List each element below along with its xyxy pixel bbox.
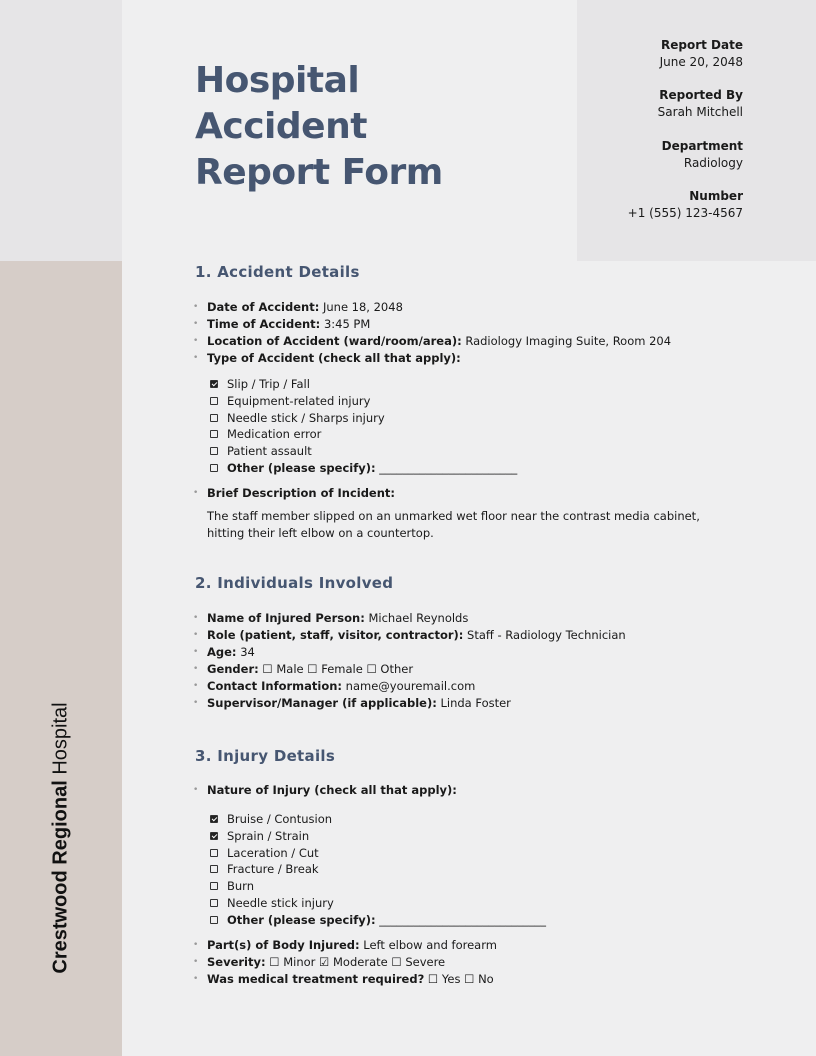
severity-options[interactable]: ☐ Minor ☑ Moderate ☐ Severe: [269, 955, 446, 969]
field-value: Radiology Imaging Suite, Room 204: [465, 334, 672, 348]
list-item: [193, 350, 671, 367]
option-label: Needle stick / Sharps injury: [227, 410, 385, 425]
accident-details-list: [193, 299, 671, 367]
checkbox-option[interactable]: [210, 811, 546, 828]
injury-nature-list: [193, 782, 457, 799]
list-item: [193, 485, 395, 502]
list-item: [193, 678, 626, 695]
meta-label: Number: [689, 189, 743, 203]
left-top-panel: [0, 0, 122, 261]
treatment-options[interactable]: ☐ Yes ☐ No: [427, 972, 494, 986]
checkbox-option[interactable]: [210, 828, 546, 845]
individuals-list: [193, 610, 626, 712]
field-value: Michael Reynolds: [368, 611, 469, 625]
checkbox-empty-icon[interactable]: [210, 899, 218, 907]
field-label: Location of Accident (ward/room/area):: [207, 334, 462, 348]
checkbox-checked-icon[interactable]: [210, 380, 218, 388]
gender-options[interactable]: ☐ Male ☐ Female ☐ Other: [262, 662, 414, 676]
field-label: Date of Accident:: [207, 300, 320, 314]
field-label: Nature of Injury (check all that apply):: [207, 783, 457, 797]
meta-value: June 20, 2048: [659, 55, 743, 69]
option-label: Slip / Trip / Fall: [227, 377, 310, 391]
field-value: Linda Foster: [440, 696, 511, 710]
checkbox-option[interactable]: [210, 443, 517, 460]
meta-label: Reported By: [659, 88, 743, 102]
field-label: Type of Accident (check all that apply):: [207, 351, 461, 365]
brand-light: Hospital: [49, 702, 72, 775]
field-label: Part(s) of Body Injured:: [207, 938, 360, 952]
option-label: Patient assault: [227, 444, 312, 459]
field-label: Role (patient, staff, visitor, contractor):: [207, 628, 464, 642]
checkbox-empty-icon[interactable]: [210, 447, 218, 455]
list-item: [193, 954, 497, 971]
field-label: Severity:: [207, 955, 266, 969]
meta-number: [628, 188, 743, 222]
checkbox-option[interactable]: [210, 861, 546, 878]
meta-value: Sarah Mitchell: [657, 105, 743, 119]
option-label: Bruise / Contusion: [227, 812, 333, 826]
option-label: Fracture / Break: [227, 862, 319, 877]
meta-label: Department: [661, 139, 743, 153]
other-specify-line[interactable]: _____________________________: [379, 912, 546, 927]
meta-value: Radiology: [683, 156, 743, 170]
checkbox-empty-icon[interactable]: [210, 464, 218, 472]
field-label: Contact Information:: [207, 679, 343, 693]
meta-reported-by: [658, 87, 743, 121]
field-value: 3:45 PM: [323, 317, 371, 331]
field-value: Staff - Radiology Technician: [467, 628, 626, 642]
page-title: [195, 58, 443, 196]
list-item: [193, 971, 497, 988]
field-label: Time of Accident:: [207, 317, 321, 331]
checkbox-checked-icon[interactable]: [210, 832, 218, 840]
option-label: Needle stick injury: [227, 895, 334, 910]
injury-type-checklist: [210, 811, 546, 929]
field-label: Supervisor/Manager (if applicable):: [207, 696, 437, 710]
accident-type-checklist: [210, 376, 517, 477]
hospital-brand: [50, 702, 73, 973]
checkbox-option[interactable]: [210, 410, 517, 427]
list-item: [193, 644, 626, 661]
list-item: [193, 299, 671, 316]
option-label: Equipment-related injury: [227, 393, 371, 408]
description-list: [193, 485, 395, 502]
section-heading-accident-details: 1. Accident Details: [195, 263, 360, 281]
checkbox-empty-icon[interactable]: [210, 865, 218, 873]
list-item: [193, 610, 626, 627]
meta-report-date: [660, 37, 743, 71]
option-label: Other (please specify):: [227, 460, 376, 475]
title-line: Accident: [195, 106, 367, 147]
checkbox-empty-icon[interactable]: [210, 430, 218, 438]
checkbox-empty-icon[interactable]: [210, 882, 218, 890]
incident-description: The staff member slipped on an unmarked wet floor near the contrast media cabinet, hitting their left elbow on a countertop.: [207, 509, 700, 540]
field-value: 34: [240, 645, 255, 659]
list-item: [193, 782, 457, 799]
field-label: Brief Description of Incident:: [207, 486, 396, 500]
list-item: [193, 661, 626, 678]
list-item: [193, 333, 671, 350]
checkbox-option[interactable]: [210, 845, 546, 862]
list-item: [193, 627, 626, 644]
checkbox-empty-icon[interactable]: [210, 414, 218, 422]
other-specify-line[interactable]: ________________________: [379, 460, 518, 475]
list-item: [193, 695, 626, 712]
meta-department: [662, 138, 743, 172]
checkbox-option[interactable]: [210, 393, 517, 410]
field-label: Gender:: [207, 662, 259, 676]
field-label: Was medical treatment required?: [207, 972, 425, 986]
meta-value: +1 (555) 123-4567: [627, 206, 743, 220]
checkbox-empty-icon[interactable]: [210, 397, 218, 405]
option-label: Medication error: [227, 427, 322, 442]
option-label: Burn: [227, 879, 254, 894]
checkbox-option[interactable]: [210, 426, 517, 443]
checkbox-empty-icon[interactable]: [210, 849, 218, 857]
checkbox-option[interactable]: [210, 376, 517, 393]
injury-fields-list: [193, 937, 497, 988]
list-item: [193, 316, 671, 333]
meta-label: Report Date: [661, 38, 743, 52]
list-item: [193, 937, 497, 954]
option-label: Other (please specify):: [227, 912, 376, 927]
field-label: Age:: [207, 645, 237, 659]
option-label: Sprain / Strain: [227, 828, 310, 843]
field-value: June 18, 2048: [322, 300, 403, 314]
option-label: Laceration / Cut: [227, 845, 319, 860]
report-meta-box: [577, 0, 816, 261]
section-heading-individuals: 2. Individuals Involved: [195, 574, 394, 592]
checkbox-empty-icon[interactable]: [210, 916, 218, 924]
brand-bold: Crestwood Regional: [49, 780, 72, 974]
section-heading-injury-details: 3. Injury Details: [195, 747, 336, 765]
title-line: Hospital: [195, 60, 360, 101]
checkbox-option-other[interactable]: [210, 912, 546, 929]
checkbox-option[interactable]: [210, 895, 546, 912]
field-value: Left elbow and forearm: [363, 938, 497, 952]
checkbox-checked-icon[interactable]: [210, 815, 218, 823]
checkbox-option-other[interactable]: [210, 460, 517, 477]
field-label: Name of Injured Person:: [207, 611, 365, 625]
field-value: name@youremail.com: [345, 679, 476, 693]
checkbox-option[interactable]: [210, 878, 546, 895]
title-line: Report Form: [195, 152, 443, 193]
